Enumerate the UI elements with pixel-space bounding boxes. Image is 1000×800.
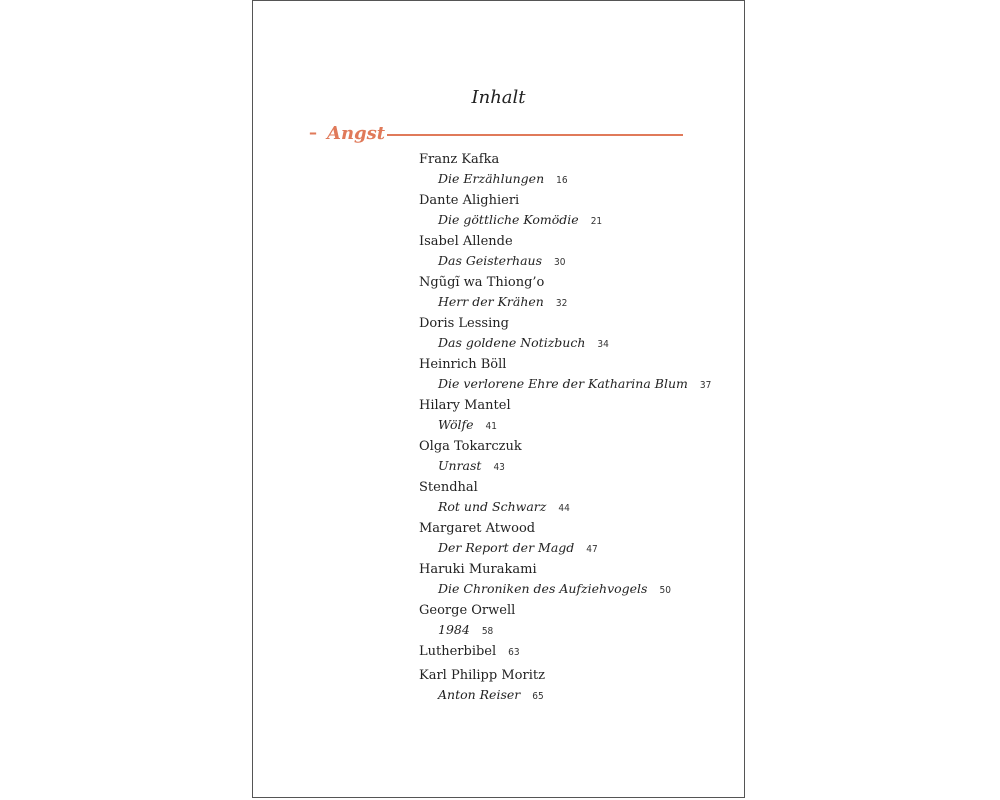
entry-work: Rot und Schwarz — [438, 499, 547, 514]
entry-page-number: 43 — [493, 462, 505, 473]
book-page — [252, 0, 745, 798]
section-rule — [387, 134, 683, 136]
entry-work-line — [438, 210, 729, 233]
entry-author: Doris Lessing — [419, 316, 509, 331]
entry-work-line — [438, 374, 729, 397]
entry-work: Die verlorene Ehre der Katharina Blum — [438, 376, 688, 391]
entry-work-line — [438, 497, 729, 520]
entry-author: Stendhal — [419, 480, 478, 495]
entry-page-number: 32 — [555, 298, 568, 309]
toc-entry — [419, 438, 729, 479]
toc-entry — [419, 233, 729, 274]
entry-work-line — [438, 333, 729, 356]
entry-work: Die Erzählungen — [438, 171, 545, 186]
toc-entry — [419, 561, 729, 602]
entry-page-number: 63 — [508, 647, 520, 658]
toc-entry — [419, 479, 729, 520]
entry-page-number: 30 — [554, 257, 566, 268]
entry-page-number: 65 — [532, 691, 544, 702]
toc-entry — [419, 667, 729, 708]
entry-author: Karl Philipp Moritz — [419, 668, 545, 683]
entry-page-number: 47 — [586, 544, 598, 555]
entry-page-number: 21 — [590, 216, 603, 227]
entry-work-line — [438, 685, 729, 708]
entry-work: Die Chroniken des Aufziehvogels — [438, 581, 648, 596]
toc-entry — [419, 397, 729, 438]
toc-entry — [419, 602, 729, 643]
entry-work: Anton Reiser — [438, 687, 521, 702]
entry-page-number: 50 — [659, 585, 671, 596]
entry-work: Das Geisterhaus — [438, 253, 543, 268]
table-of-contents — [419, 151, 729, 708]
entry-page-number: 34 — [597, 339, 609, 350]
entry-work: Das goldene Notizbuch — [438, 335, 586, 350]
entry-page-number: 37 — [699, 380, 712, 391]
page-title: Inhalt — [471, 87, 526, 108]
entry-work: Der Report der Magd — [438, 540, 575, 555]
entry-author: Ngũgĩ wa Thiong’o — [419, 275, 545, 290]
entry-page-number: 41 — [485, 421, 497, 432]
entry-work: Unrast — [438, 458, 482, 473]
entry-work-line — [438, 579, 729, 602]
entry-work-line — [438, 456, 729, 479]
toc-entry — [419, 356, 729, 397]
section-label: Angst — [327, 123, 386, 144]
entry-work-line — [438, 251, 729, 274]
entry-work: 1984 — [438, 622, 470, 637]
entry-work-line — [438, 620, 729, 643]
entry-page-number: 16 — [556, 175, 568, 186]
section-header — [309, 123, 683, 147]
entry-work-line — [438, 292, 729, 315]
section-dash: – — [309, 123, 317, 142]
toc-entry — [419, 274, 729, 315]
entry-author: Hilary Mantel — [419, 398, 511, 413]
toc-entry — [419, 192, 729, 233]
entry-work-line — [438, 169, 729, 192]
entry-page-number: 44 — [558, 503, 570, 514]
entry-author: Isabel Allende — [419, 234, 513, 249]
entry-page-number: 58 — [481, 626, 494, 637]
toc-entry — [419, 643, 729, 667]
entry-work: Herr der Krähen — [438, 294, 544, 309]
entry-work: Wölfe — [438, 417, 474, 432]
entry-work-line — [438, 415, 729, 438]
entry-author: Haruki Murakami — [419, 562, 537, 577]
entry-author: Heinrich Böll — [419, 357, 507, 372]
toc-entry — [419, 520, 729, 561]
entry-author: Dante Alighieri — [419, 193, 520, 208]
entry-author: Olga Tokarczuk — [419, 439, 522, 454]
toc-entry — [419, 151, 729, 192]
entry-author: Franz Kafka — [419, 152, 500, 167]
toc-entry — [419, 315, 729, 356]
entry-title: Lutherbibel — [419, 644, 497, 659]
entry-single-line — [419, 643, 729, 667]
entry-work: Die göttliche Komödie — [438, 212, 579, 227]
entry-author: George Orwell — [419, 603, 516, 618]
entry-author: Margaret Atwood — [419, 521, 536, 536]
entry-work-line — [438, 538, 729, 561]
